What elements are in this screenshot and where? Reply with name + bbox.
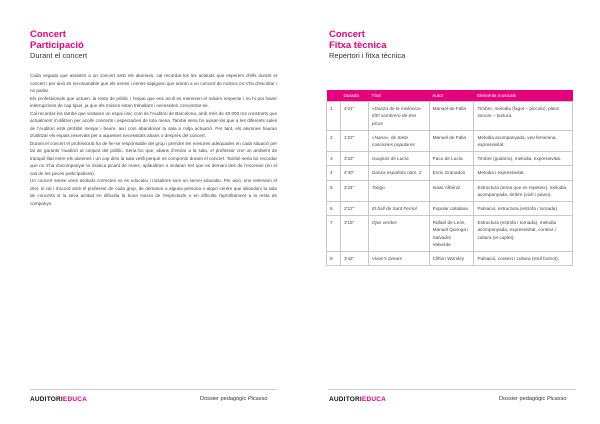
- table-row: 6 2'12" El ball de Sant Ferriol Popular catalana Pulsació, estructura (estrofa i tornada).: [327, 202, 573, 216]
- right-subtitle: Repertori i fitxa tècnica: [329, 51, 406, 60]
- header-elements: Elements musicals: [474, 90, 573, 102]
- footer-divider: [329, 389, 576, 390]
- header-author: Autor: [429, 90, 474, 102]
- right-title-2: Fitxa tècnica: [329, 40, 387, 51]
- header-title: Títol: [368, 90, 429, 102]
- header-duration: Durada: [340, 90, 368, 102]
- table-row: 7 3'15" Ojos verdes Rafael de León, Manuel Quiroga i Salvador Valverde Estructura (estrofa i tornada), melodia acompanyada, expressivitat, context i cultura (el cuplet).: [327, 216, 573, 252]
- table-row: 1 4'21" «Danza de la molinera» d'El sombrero de tres picos Manuel de Falla Timbre, melodia (fagot – piccolo), plans sonors – textura.: [327, 102, 573, 131]
- paragraph: Cada vegada que assistim a un concert amb els alumnes, cal recordar-los les actituds que esperem d'ells durant el concert i per això és recomanable que els nenes i nenes sàpiguen que aniran a un concert de música on s'ha d'escoltar i no parlar.: [30, 73, 277, 93]
- repertoire-table: [326, 90, 573, 266]
- footer-divider: [30, 389, 277, 390]
- table-row: 2 1'22" «Nana», de Siete canciones populares Manuel de Falla Melodia acompanyada, veu femenina, expressivitat.: [327, 130, 573, 151]
- right-heading: [329, 29, 405, 61]
- document-label: Dossier pedagògic Picasso: [200, 396, 268, 402]
- document-label: Dossier pedagògic Picasso: [499, 396, 567, 402]
- left-title-1: Concert: [30, 29, 66, 40]
- table-row: 4 4'30" Danza española núm. 2 Enric Granados Melodia i expressivitat.: [327, 166, 573, 180]
- body-text: [30, 72, 277, 207]
- table-header-row: [327, 90, 573, 102]
- auditori-educa-logo: AUDITORIEDUCA: [329, 396, 387, 403]
- header-number: [327, 90, 341, 102]
- left-title-2: Participació: [30, 40, 84, 51]
- paragraph: Cal recordar-los també que visitaran un espai únic com és l'Auditori de Barcelona, amb més de 40.000 m2 construïts que actualment s'utilitzen per acollir concerts i espectacles de tota mena. També seria bo avisar-los que a les diferents sales de l'Auditori està prohibit menjar i beure, així com abandonar la sala a mitja actuació. Per tant, els alumnes hauran d'utilitzar els espais reservats per a aquestes necessitats abans o després del concert.: [30, 110, 277, 138]
- table-row: 8 3'42" Vixen's Dream Clifton Worsley Pulsació, context i cultura (estil foxtrot).: [327, 252, 573, 266]
- auditori-educa-logo: AUDITORIEDUCA: [30, 396, 88, 403]
- right-title-1: Concert: [329, 29, 365, 40]
- paragraph: Un concert sense unes actituds correctes no és educatiu i nosaltres som un servei educatiu. Per això, ens reservem el dret, si cal i d'acord amb el professor de cada grup, de demanar a alguna persona o algun centre que abandoni la sala de concerts si la seva actitud en dificulta la bona marxa de l'espectacle o en dificulta l'aprofitament a la resta de companys.: [30, 178, 277, 206]
- left-heading: [30, 29, 87, 61]
- paragraph: Els professionals que actuen, la resta de públic i l'espai que ens acull es mereixen el màxim respecte i no hi pot haver interrupcions de cap tipus, ja que els músics estan treballant i necessiten concentrar-se.: [30, 95, 277, 108]
- table-row: 5 2'24" Tango Isaac Albéniz Estructura (tema que es repeteix), melodia acompanyada, timbre (violí i piano).: [327, 180, 573, 201]
- table-row: 3 3'22" Guajiras de Lucía Paco de Lucía Timbre (guitarra), melodia, expressivitat.: [327, 152, 573, 166]
- left-subtitle: Durant el concert: [30, 51, 88, 60]
- paragraph: Durant el concert el professorat ha de fer-se responsable del grup i prendre les mesures adequades en cada situació per tal de garantir l'audició al conjunt del públic. Seria bo que, abans d'entrar a la sala, el professor creï un ambient de tranquil·litat entre els alumnes i un cop dins la sala vetlli perquè es comportin durant el concert. També seria bo recordar que no s'ha d'acompanyar la música picant de mans; aplaudiran o xiularan tret que es demani des de l'escenari (en el cas de les peces participatives).: [30, 140, 277, 176]
